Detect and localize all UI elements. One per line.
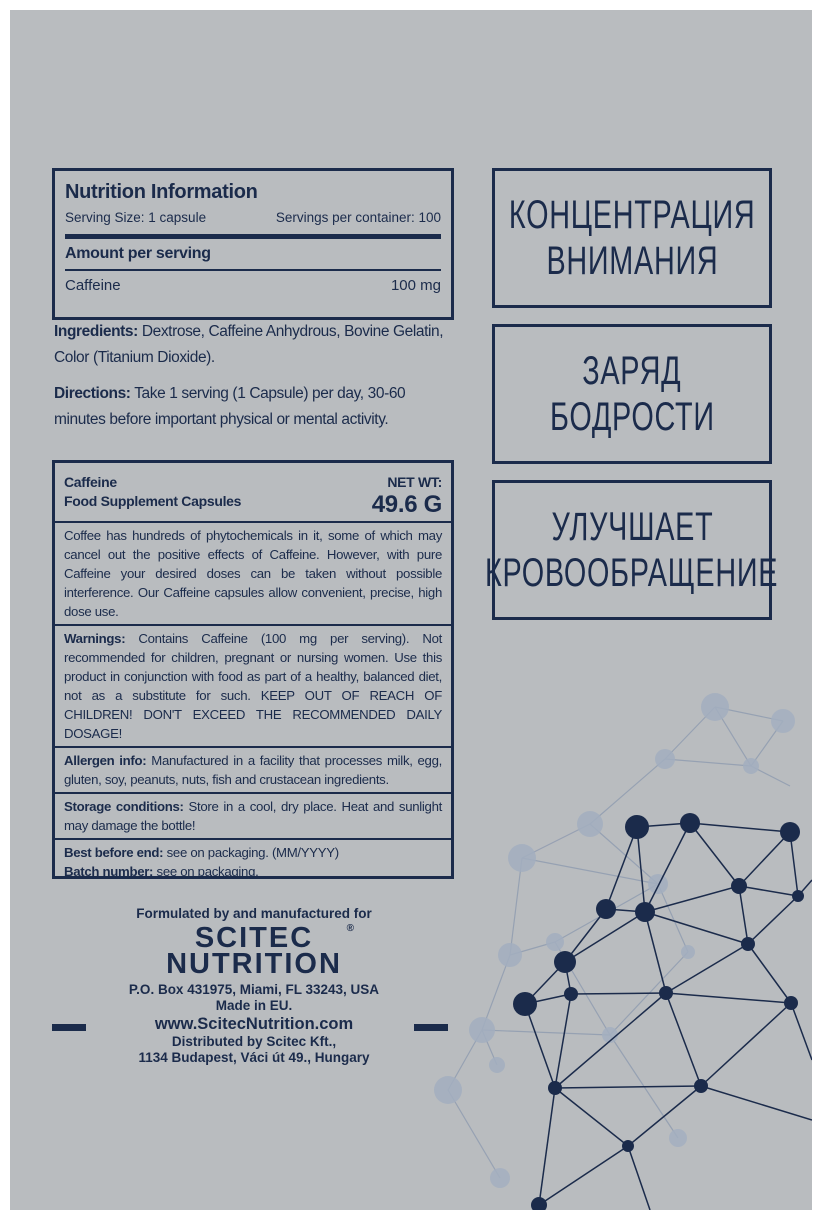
formulated-text: Formulated by and manufactured for — [136, 906, 372, 921]
divider — [55, 746, 451, 748]
nutrition-title: Nutrition Information — [65, 181, 258, 203]
ingredient-name: Caffeine — [65, 277, 121, 294]
product-subtitle: Food Supplement Capsules — [64, 493, 242, 509]
directions-paragraph — [54, 381, 454, 433]
batch-text: see on packaging. — [153, 864, 259, 879]
amount-header: Amount per serving — [65, 245, 211, 262]
product-description: Coffee has hundreds of phytochemicals in it, some of which may cancel out the positive effects of Caffeine. However, with pure Caffeine your desired doses can be taken without possible interference. Our Caffeine capsules allow convenient, precise, high dose use. — [64, 528, 442, 619]
warnings-section — [64, 629, 442, 743]
storage-text: Store in a cool, dry place. Heat and sunlight may damage the bottle! — [64, 799, 442, 833]
distributor-address: 1134 Budapest, Váci út 49., Hungary — [138, 1050, 370, 1065]
ingredient-amount: 100 mg — [390, 277, 441, 294]
supplement-info-box — [52, 460, 454, 879]
net-weight-label: NET WT: — [387, 474, 442, 490]
serving-size: Serving Size: 1 capsule — [65, 210, 207, 225]
net-weight-value: 49.6 G — [371, 491, 442, 518]
best-before — [64, 843, 442, 862]
claim-line: КРОВООБРАЩЕНИЕ — [485, 551, 779, 595]
allergen-label: Allergen info: — [64, 753, 147, 768]
allergen-text: Manufactured in a facility that processes milk, egg, gluten, soy, peanuts, nuts, fish and crustacean ingredients. — [64, 753, 442, 787]
warnings-text: Contains Caffeine (100 mg per serving). Not recommended for children, pregnant or nursing women. Use this product in conjunction with food as part of a healthy, balanced diet, not as a substitute for such. KEEP OUT OF REACH OF CHILDREN! DON'T EXCEED THE RECOMMENDED DAILY DOSAGE! — [64, 631, 442, 741]
divider — [55, 792, 451, 794]
divider — [55, 521, 451, 523]
divider — [55, 838, 451, 840]
servings-per-container: Servings per container: 100 — [275, 210, 441, 225]
best-before-label: Best before end: — [64, 845, 164, 860]
manufacturer-footer — [54, 906, 454, 1066]
best-before-text: see on packaging. (MM/YYYY) — [163, 845, 339, 860]
storage-label: Storage conditions: — [64, 799, 184, 814]
website: www.ScitecNutrition.com — [154, 1015, 354, 1033]
ingredients-label: Ingredients: — [54, 323, 138, 340]
claim-line: КОНЦЕНТРАЦИЯ — [508, 193, 756, 237]
claim-box-circulation — [485, 480, 779, 620]
claim-line: УЛУЧШАЕТ — [551, 505, 713, 549]
directions-label: Directions: — [54, 385, 131, 402]
scitec-logo — [166, 922, 354, 980]
directions-text: Take 1 serving (1 Capsule) per day, 30-60 minutes before important physical or mental activity. — [54, 385, 406, 428]
product-name: Caffeine — [64, 474, 117, 490]
manufacturer-address: P.O. Box 431975, Miami, FL 33243, USA — [128, 982, 380, 997]
ingredients-text: Dextrose, Caffeine Anhydrous, Bovine Gelatin, Color (Titanium Dioxide). — [54, 323, 444, 366]
made-in: Made in EU. — [215, 998, 293, 1013]
registered-mark: ® — [346, 923, 354, 934]
claim-box-energy — [492, 324, 772, 464]
batch-label: Batch number: — [64, 864, 154, 879]
logo-line1: SCITEC — [194, 922, 314, 954]
divider — [55, 624, 451, 626]
claim-box-focus — [492, 168, 772, 308]
claim-line: ВНИМАНИЯ — [546, 239, 718, 283]
warnings-label: Warnings: — [64, 631, 126, 646]
claim-line: БОДРОСТИ — [549, 395, 715, 439]
table-divider-thick — [65, 234, 441, 239]
claim-line: ЗАРЯД — [582, 349, 682, 393]
allergen-section — [64, 751, 442, 789]
label-panel — [10, 10, 812, 1210]
nutrition-table — [52, 168, 454, 320]
batch-number — [64, 862, 442, 881]
distributor: Distributed by Scitec Kft., — [171, 1034, 337, 1049]
table-divider — [65, 269, 441, 271]
ingredients-paragraph — [54, 319, 454, 371]
logo-line2: NUTRITION — [166, 948, 342, 980]
nutrition-row — [65, 277, 441, 294]
storage-section — [64, 797, 442, 835]
